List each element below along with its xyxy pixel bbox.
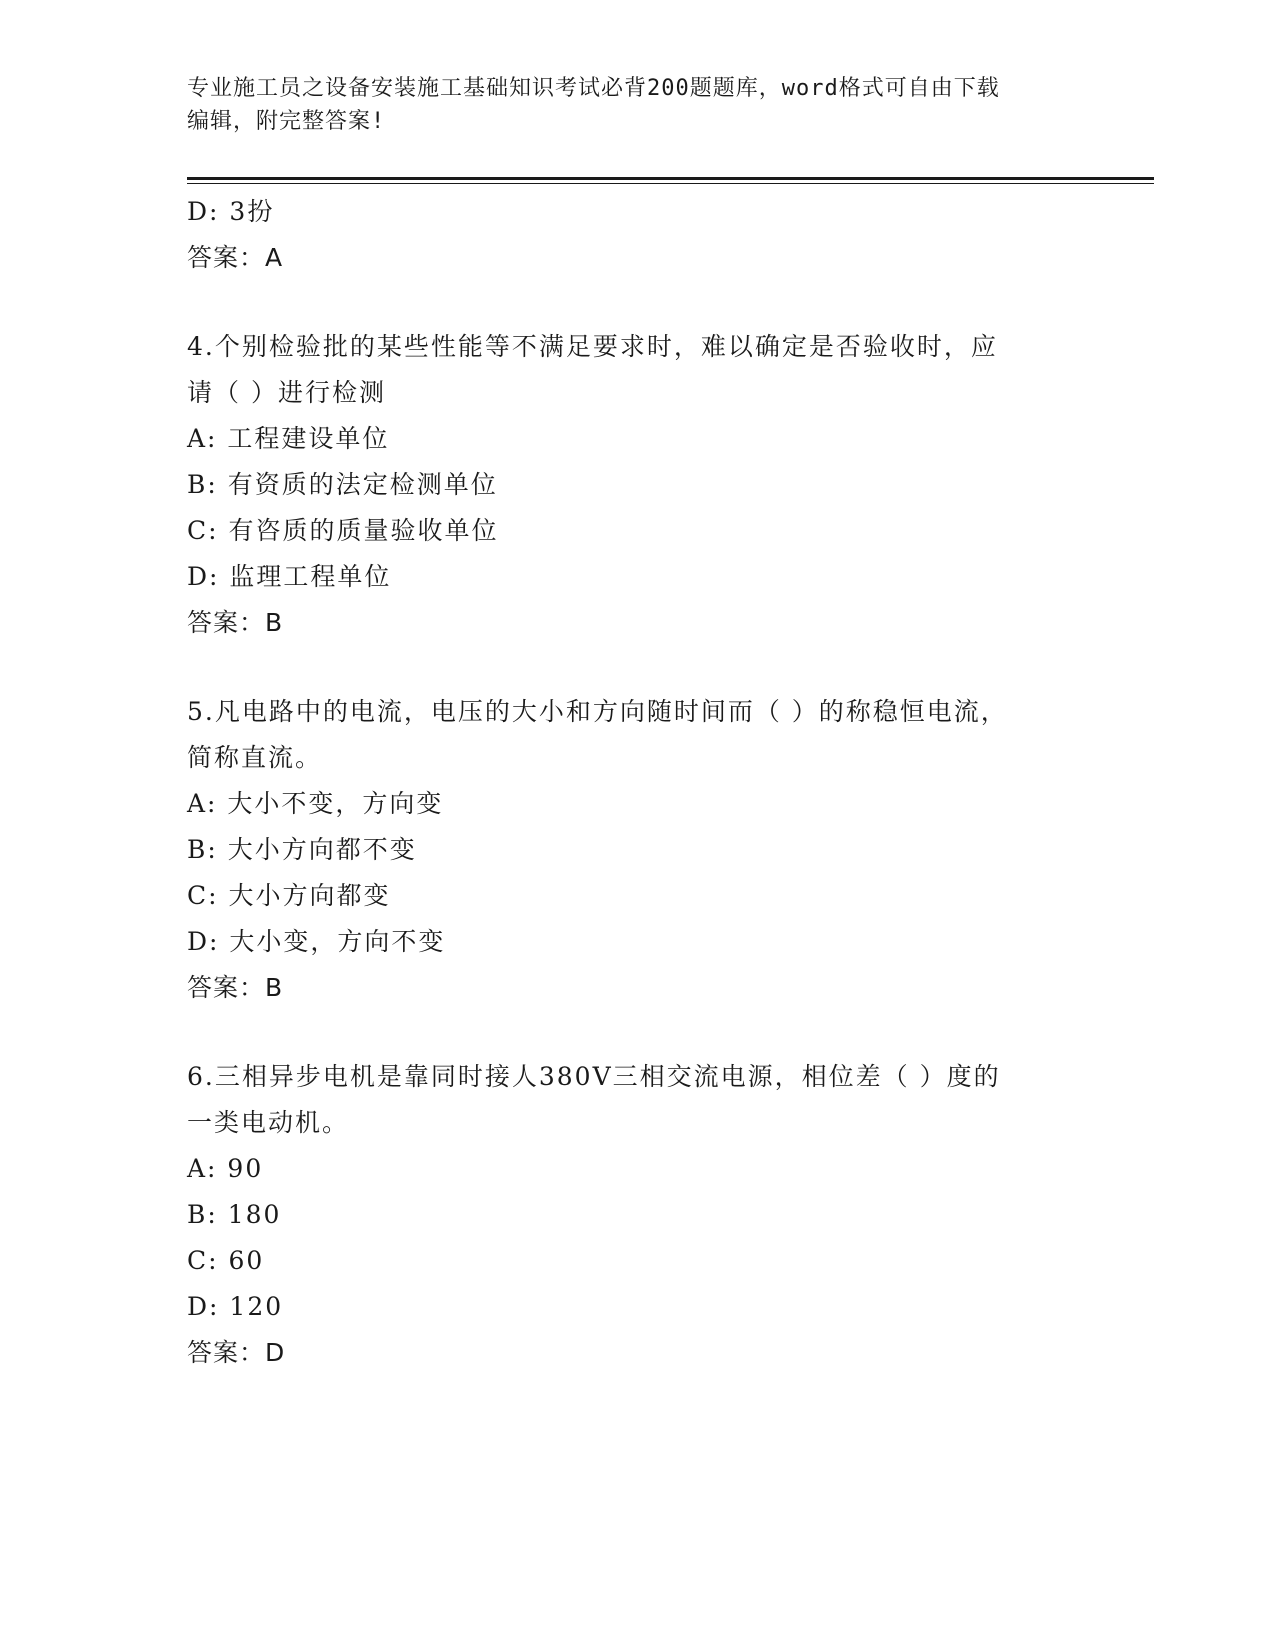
answer-line: 答案：A: [187, 243, 284, 272]
answer-line: 答案：D: [187, 1338, 286, 1367]
option-c: C: 60: [187, 1246, 265, 1275]
option-d: D: 3扮: [187, 197, 275, 226]
header-title-line-1: 专业施工员之设备安装施工基础知识考试必背200题题库，word格式可自由下载: [187, 76, 1000, 101]
question-stem-line-1: 6.三相异步电机是靠同时接人380V三相交流电源，相位差（ ）度的: [187, 1062, 1001, 1091]
spacer: [187, 281, 1067, 324]
question-block-6: [187, 1054, 1067, 1376]
option-b: B: 180: [187, 1200, 282, 1229]
header-title-line-2: 编辑，附完整答案!: [187, 109, 386, 134]
option-d: D: 大小变，方向不变: [187, 927, 446, 956]
option-d: D: 监理工程单位: [187, 562, 392, 591]
answer-line: 答案：B: [187, 608, 284, 637]
question-block-5: [187, 689, 1067, 1011]
question-stem-line-1: 4.个别检验批的某些性能等不满足要求时，难以确定是否验收时，应: [187, 332, 998, 361]
question-block-4: [187, 324, 1067, 646]
spacer: [187, 1011, 1067, 1054]
question-content: [187, 189, 1067, 1376]
option-d: D: 120: [187, 1292, 284, 1321]
question-stem-line-2: 一类电动机。: [187, 1108, 350, 1137]
question-stem-line-2: 请（ ）进行检测: [187, 378, 386, 407]
option-c: C: 有咨质的质量验收单位: [187, 516, 499, 545]
document-header: [187, 72, 1067, 138]
option-a: A: 工程建设单位: [187, 424, 390, 453]
option-a: A: 90: [187, 1154, 264, 1183]
previous-question-tail: [187, 189, 1067, 281]
header-divider-thick: [187, 177, 1154, 180]
question-stem-line-2: 简称直流。: [187, 743, 323, 772]
option-b: B: 有资质的法定检测单位: [187, 470, 498, 499]
option-b: B: 大小方向都不变: [187, 835, 417, 864]
option-a: A: 大小不变，方向变: [187, 789, 444, 818]
answer-line: 答案：B: [187, 973, 284, 1002]
option-c: C: 大小方向都变: [187, 881, 391, 910]
header-divider-thin: [187, 183, 1154, 184]
spacer: [187, 646, 1067, 689]
question-stem-line-1: 5.凡电路中的电流，电压的大小和方向随时间而（ ）的称稳恒电流，: [187, 697, 1008, 726]
